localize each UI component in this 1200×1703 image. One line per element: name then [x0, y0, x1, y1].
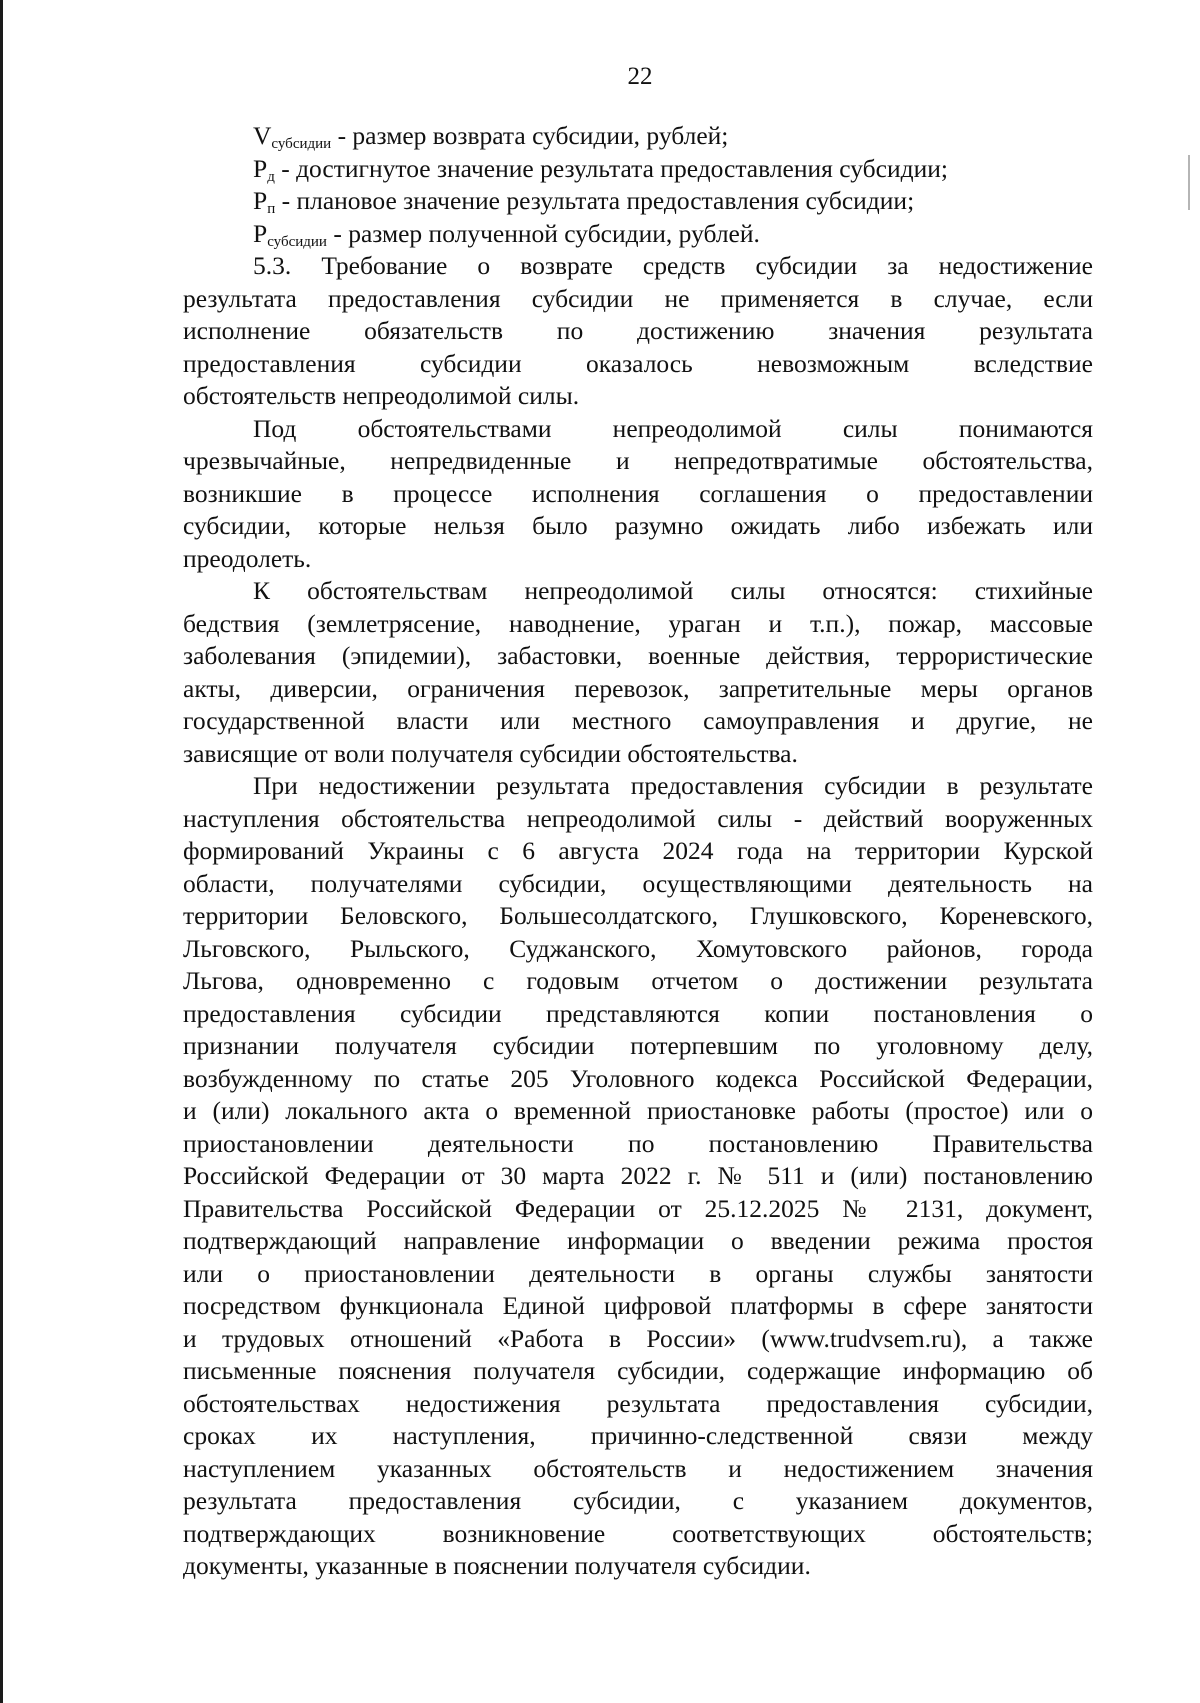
- text-line: бедствия (землетрясение, наводнение, ураган и т.п.), пожар, массовые: [183, 608, 1093, 638]
- text-line: формирований Украины с 6 августа 2024 года на территории Курской: [183, 836, 1093, 865]
- text-line: подтверждающий направление информации о введении режима простоя: [183, 1226, 1093, 1255]
- symbol-letter: P: [253, 153, 268, 183]
- text-line: наступлением указанных обстоятельств и недостижением значения: [183, 1453, 1093, 1483]
- text-line: возбужденному по статье 205 Уголовного кодекса Российской Федерации,: [183, 1063, 1093, 1093]
- paragraph-kursk-region: [183, 770, 1093, 1583]
- definition-p-achieved: [183, 153, 1093, 186]
- text-line: наступления обстоятельства непреодолимой силы - действий вооруженных: [183, 803, 1093, 833]
- definitions-list: [183, 120, 1093, 250]
- text-line: возникшие в процессе исполнения соглашения о предоставлении: [183, 478, 1093, 508]
- text-line: области, получателями субсидии, осуществляющими деятельность на: [183, 868, 1093, 898]
- text-line: и трудовых отношений «Работа в России» (www.trudvsem.ru), а также: [183, 1323, 1093, 1353]
- text-line: или о приостановлении деятельности в органы службы занятости: [183, 1258, 1093, 1288]
- symbol-subscript: субсидии: [271, 136, 332, 152]
- paragraph-force-majeure-definition: [183, 413, 1093, 576]
- text-line: субсидии, которые нельзя было разумно ожидать либо избежать или: [183, 511, 1093, 540]
- text-line: исполнение обязательств по достижению значения результата: [183, 316, 1093, 345]
- symbol-subscript: д: [267, 168, 275, 185]
- symbol-subscript: п: [267, 201, 276, 217]
- definition-p-planned: [183, 185, 1093, 218]
- text-line: признании получателя субсидии потерпевшим по уголовному делу,: [183, 1031, 1093, 1060]
- text-line: При недостижении результата предоставления субсидии в результате: [253, 771, 1093, 800]
- symbol-letter: P: [253, 218, 268, 248]
- paragraph-force-majeure-examples: [183, 575, 1093, 770]
- text-line: зависящие от воли получателя субсидии обстоятельства.: [183, 738, 798, 768]
- text-line: К обстоятельствам непреодолимой силы относятся: стихийные: [253, 576, 1093, 605]
- text-line: заболевания (эпидемии), забастовки, военные действия, террористические: [183, 641, 1093, 670]
- text-line: результата предоставления субсидии не применяется в случае, если: [183, 283, 1093, 313]
- definition-v-subsidy: [183, 120, 1093, 153]
- text-line: подтверждающих возникновение соответствующих обстоятельств;: [183, 1518, 1093, 1548]
- text-line: документы, указанные в пояснении получателя субсидии.: [183, 1551, 811, 1580]
- text-line: преодолеть.: [183, 543, 312, 573]
- text-line: результата предоставления субсидии, с указанием документов,: [183, 1486, 1093, 1515]
- text-line: сроках их наступления, причинно-следственной связи между: [183, 1421, 1093, 1450]
- definition-text: - размер возврата субсидии, рублей;: [331, 121, 729, 150]
- text-line: государственной власти или местного самоуправления и другие, не: [183, 706, 1093, 735]
- symbol-subscript: субсидии: [267, 233, 327, 250]
- text-line: посредством функционала Единой цифровой платформы в сфере занятости: [183, 1291, 1093, 1320]
- scan-left-edge: [0, 0, 3, 1703]
- definition-text: - достигнутое значение результата предоставления субсидии;: [274, 153, 948, 183]
- text-line: территории Беловского, Большесолдатского, Глушковского, Кореневского,: [183, 901, 1093, 930]
- page-number: 22: [627, 63, 653, 90]
- symbol-letter: V: [253, 121, 272, 150]
- text-line: предоставления субсидии оказалось невозможным вследствие: [183, 348, 1093, 378]
- text-line: 5.3. Требование о возврате средств субсидии за недостижение: [253, 251, 1093, 280]
- text-line: обстоятельствах недостижения результата предоставления субсидии,: [183, 1388, 1093, 1418]
- text-line: обстоятельств непреодолимой силы.: [183, 381, 580, 410]
- definition-text: - плановое значение результата предоставления субсидии;: [275, 186, 915, 215]
- text-line: Правительства Российской Федерации от 25.12.2025 № 2131, документ,: [183, 1193, 1093, 1223]
- definition-p-subsidy: [183, 218, 1093, 251]
- text-line: Под обстоятельствами непреодолимой силы понимаются: [253, 413, 1093, 443]
- symbol-letter: P: [253, 186, 268, 215]
- text-line: приостановлении деятельности по постановлению Правительства: [183, 1128, 1093, 1158]
- text-line: Российской Федерации от 30 марта 2022 г. № 511 и (или) постановлению: [183, 1161, 1093, 1190]
- text-line: Льговского, Рыльского, Суджанского, Хомутовского районов, города: [183, 933, 1093, 963]
- definition-text: - размер полученной субсидии, рублей.: [326, 218, 760, 248]
- text-line: предоставления субсидии представляются копии постановления о: [183, 998, 1093, 1028]
- document-body: [183, 120, 1093, 1583]
- scan-right-mark: [1188, 155, 1190, 210]
- text-line: Льгова, одновременно с годовым отчетом о достижении результата: [183, 966, 1093, 995]
- paragraph-5-3: [183, 250, 1093, 413]
- text-line: чрезвычайные, непредвиденные и непредотвратимые обстоятельства,: [183, 446, 1093, 475]
- text-line: и (или) локального акта о временной приостановке работы (простое) или о: [183, 1096, 1093, 1125]
- text-line: письменные пояснения получателя субсидии, содержащие информацию об: [183, 1356, 1093, 1385]
- text-line: акты, диверсии, ограничения перевозок, запретительные меры органов: [183, 673, 1093, 703]
